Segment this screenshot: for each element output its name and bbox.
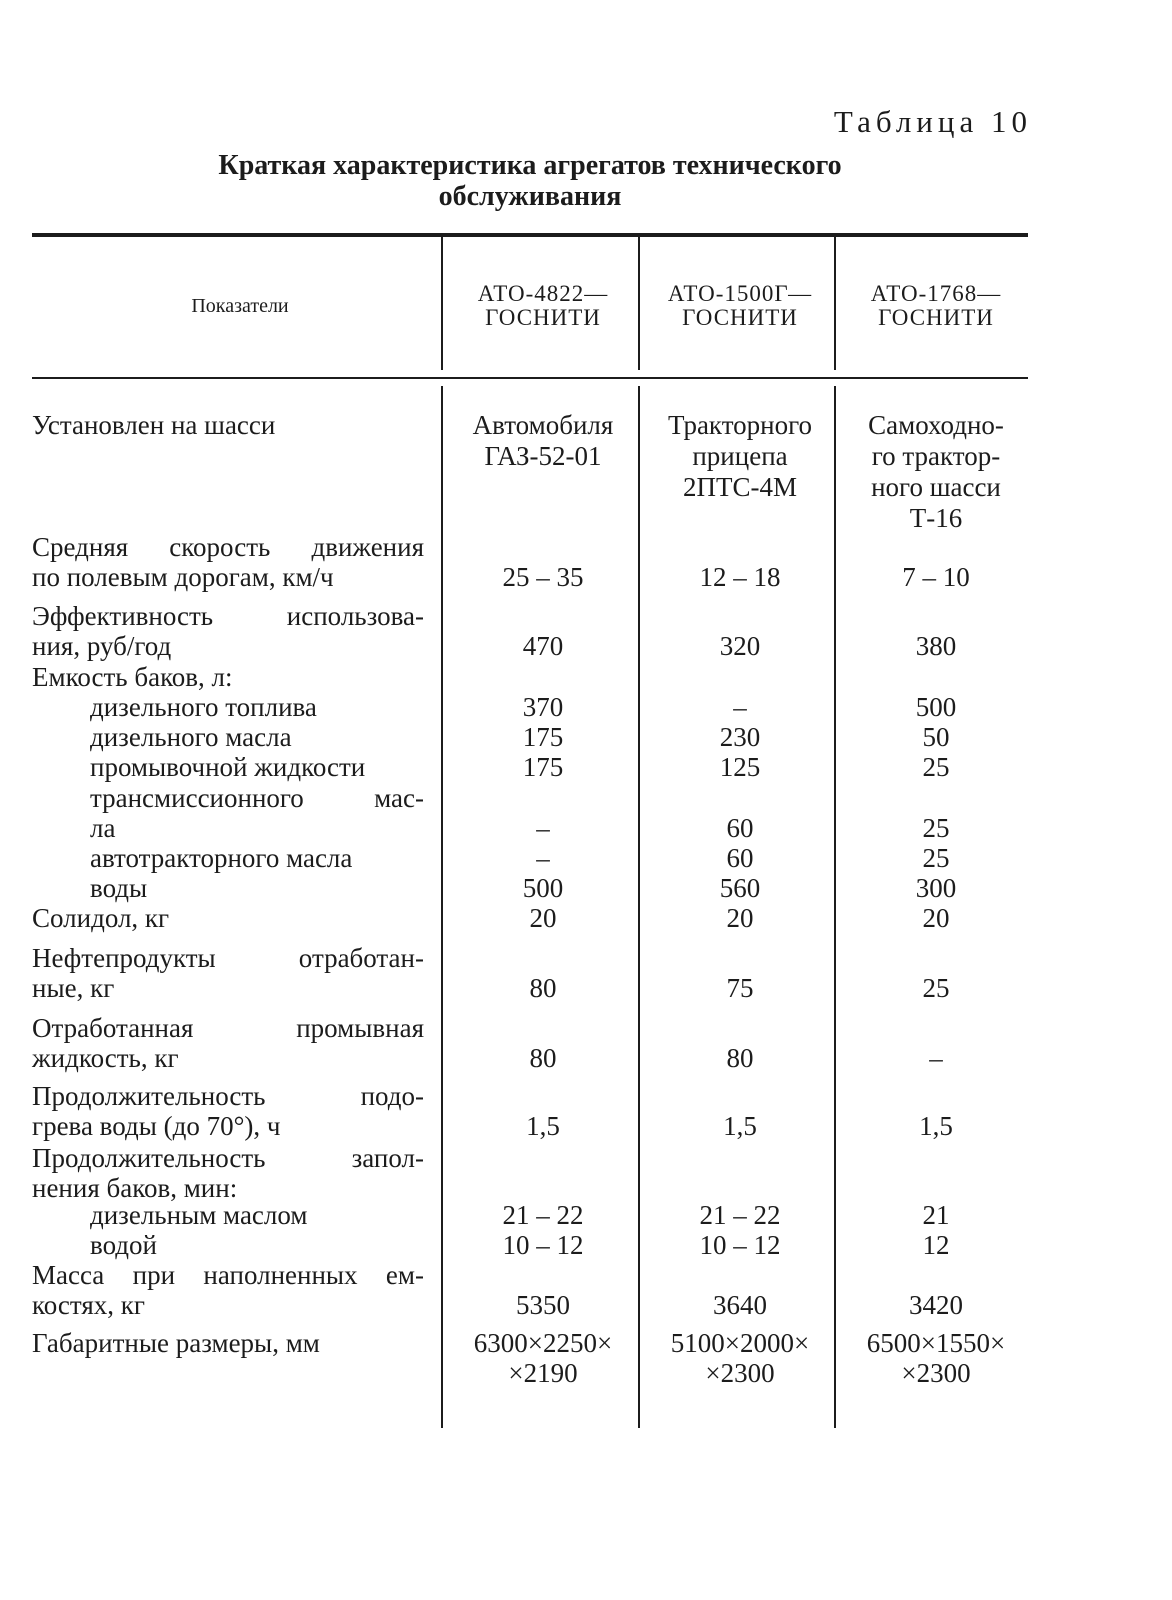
row-value-col-2: 12 – 18 bbox=[699, 562, 781, 593]
header-col-3: АТО-1768—ГОСНИТИ bbox=[870, 281, 1002, 330]
row-value-col-1: – bbox=[536, 843, 550, 873]
row-value-col-2: 125 bbox=[719, 752, 761, 782]
row-value-col-3: Самоходно- го трактор- ного шасси Т-16 bbox=[868, 410, 1004, 533]
row-value-col-3: 6500×1550× ×2300 bbox=[866, 1328, 1006, 1389]
row-value-col-3: 21 bbox=[922, 1200, 950, 1230]
row-value-col-3: 380 bbox=[915, 631, 957, 662]
row-label-line: Отработанная промывная bbox=[32, 1013, 424, 1043]
row-value-col-1: 21 – 22 bbox=[502, 1200, 584, 1230]
row-value-col-2: 3640 bbox=[713, 1290, 767, 1321]
row-value-col-1: 500 bbox=[522, 873, 564, 903]
row-label bbox=[32, 1143, 424, 1204]
row-value-col-2: 20 bbox=[726, 903, 754, 933]
row-label-line: дизельного масла bbox=[90, 722, 292, 752]
row-label bbox=[90, 722, 424, 752]
row-value-col-3: – bbox=[929, 1043, 943, 1074]
row-value-col-3: 3420 bbox=[909, 1290, 963, 1321]
row-value-col-2: 560 bbox=[719, 873, 761, 903]
row-value-col-1: Автомобиля ГАЗ-52-01 bbox=[472, 410, 614, 471]
row-label-line: жидкость, кг bbox=[32, 1043, 179, 1074]
row-value-col-1: 80 bbox=[529, 973, 557, 1004]
row-label-line: Солидол, кг bbox=[32, 903, 170, 933]
row-label-line: Масса при наполненных ем- bbox=[32, 1260, 424, 1290]
row-label bbox=[32, 662, 424, 692]
header-rule bbox=[32, 377, 1028, 379]
row-value-col-3: 25 bbox=[922, 813, 950, 844]
row-value-col-3: 300 bbox=[915, 873, 957, 903]
row-value-col-2: 75 bbox=[726, 973, 754, 1004]
row-value-col-3: 500 bbox=[915, 692, 957, 722]
row-value-col-3: 25 bbox=[922, 973, 950, 1004]
row-value-col-1: 10 – 12 bbox=[502, 1230, 584, 1260]
row-label-line: воды bbox=[90, 873, 148, 903]
table-number: Таблица 10 bbox=[833, 104, 1032, 139]
header-indicator: Показатели bbox=[191, 295, 289, 317]
row-value-col-1: 470 bbox=[522, 631, 564, 662]
row-label-line: Продолжительность запол- bbox=[32, 1143, 424, 1173]
row-label-line: автотракторного масла bbox=[90, 843, 353, 873]
row-label bbox=[32, 903, 424, 933]
row-value-col-2: 60 bbox=[726, 843, 754, 873]
row-label-line: грева воды (до 70°), ч bbox=[32, 1111, 281, 1142]
row-label bbox=[32, 1328, 424, 1358]
row-label-line: Установлен на шасси bbox=[32, 410, 276, 440]
row-label-line: Емкость баков, л: bbox=[32, 662, 233, 692]
row-label bbox=[90, 1200, 424, 1230]
row-value-col-1: 5350 bbox=[516, 1290, 570, 1321]
row-value-col-2: 80 bbox=[726, 1043, 754, 1074]
row-label-line: Средняя скорость движения bbox=[32, 532, 424, 562]
row-label-line: дизельного топлива bbox=[90, 692, 317, 722]
row-label bbox=[90, 873, 424, 903]
row-label-line: Габаритные размеры, мм bbox=[32, 1328, 320, 1358]
row-value-col-1: 6300×2250× ×2190 bbox=[473, 1328, 613, 1389]
row-label bbox=[32, 1013, 424, 1074]
row-label-line: Продолжительность подо- bbox=[32, 1081, 424, 1111]
row-label bbox=[90, 692, 424, 722]
row-value-col-3: 12 bbox=[922, 1230, 950, 1260]
row-value-col-2: – bbox=[733, 692, 747, 722]
header-col-2: АТО-1500Г—ГОСНИТИ bbox=[667, 281, 813, 330]
row-label bbox=[32, 601, 424, 662]
row-value-col-2: 60 bbox=[726, 813, 754, 844]
row-label-line: ла bbox=[90, 813, 116, 844]
row-value-col-1: 20 bbox=[529, 903, 557, 933]
row-label bbox=[90, 1230, 424, 1260]
row-label-line: по полевым дорогам, км/ч bbox=[32, 562, 334, 593]
row-value-col-2: 320 bbox=[719, 631, 761, 662]
row-value-col-2: 230 bbox=[719, 722, 761, 752]
row-value-col-3: 7 – 10 bbox=[902, 562, 970, 593]
row-label-line: ния, руб/год bbox=[32, 631, 172, 662]
row-label bbox=[32, 532, 424, 593]
row-label-line: водой bbox=[90, 1230, 157, 1260]
column-divider bbox=[441, 386, 443, 1428]
row-label-line: ные, кг bbox=[32, 973, 115, 1004]
row-label-line: промывочной жидкости bbox=[90, 752, 366, 782]
row-value-col-1: 175 bbox=[522, 722, 564, 752]
row-value-col-2: 10 – 12 bbox=[699, 1230, 781, 1260]
row-value-col-2: Тракторного прицепа 2ПТС-4М bbox=[667, 410, 812, 502]
row-value-col-1: 80 bbox=[529, 1043, 557, 1074]
row-label-line: Нефтепродукты отработан- bbox=[32, 943, 424, 973]
row-label bbox=[32, 1260, 424, 1321]
row-label bbox=[32, 410, 424, 440]
row-value-col-1: 1,5 bbox=[526, 1111, 560, 1142]
top-rule bbox=[32, 233, 1028, 237]
row-label-line: костях, кг bbox=[32, 1290, 145, 1321]
row-label-line: нения баков, мин: bbox=[32, 1173, 238, 1204]
row-value-col-2: 21 – 22 bbox=[699, 1200, 781, 1230]
row-value-col-1: 25 – 35 bbox=[502, 562, 584, 593]
row-value-col-3: 25 bbox=[922, 752, 950, 782]
row-value-col-1: 175 bbox=[522, 752, 564, 782]
row-value-col-1: – bbox=[536, 813, 550, 844]
table-caption: Краткая характеристика агрегатов технического обслуживания bbox=[218, 150, 842, 212]
row-label bbox=[90, 752, 424, 782]
row-label bbox=[32, 943, 424, 1004]
row-value-col-1: 370 bbox=[522, 692, 564, 722]
row-label-line: Эффективность использова- bbox=[32, 601, 424, 631]
row-label-line: трансмиссионного мас- bbox=[90, 783, 424, 813]
column-divider bbox=[441, 237, 443, 370]
row-label bbox=[32, 1081, 424, 1142]
row-label bbox=[90, 783, 424, 844]
row-value-col-3: 1,5 bbox=[919, 1111, 953, 1142]
row-label-line: дизельным маслом bbox=[90, 1200, 308, 1230]
header-col-1: АТО-4822—ГОСНИТИ bbox=[477, 281, 609, 330]
row-label bbox=[90, 843, 424, 873]
row-value-col-3: 20 bbox=[922, 903, 950, 933]
row-value-col-3: 50 bbox=[922, 722, 950, 752]
row-value-col-2: 1,5 bbox=[723, 1111, 757, 1142]
row-value-col-2: 5100×2000× ×2300 bbox=[670, 1328, 810, 1389]
row-value-col-3: 25 bbox=[922, 843, 950, 873]
